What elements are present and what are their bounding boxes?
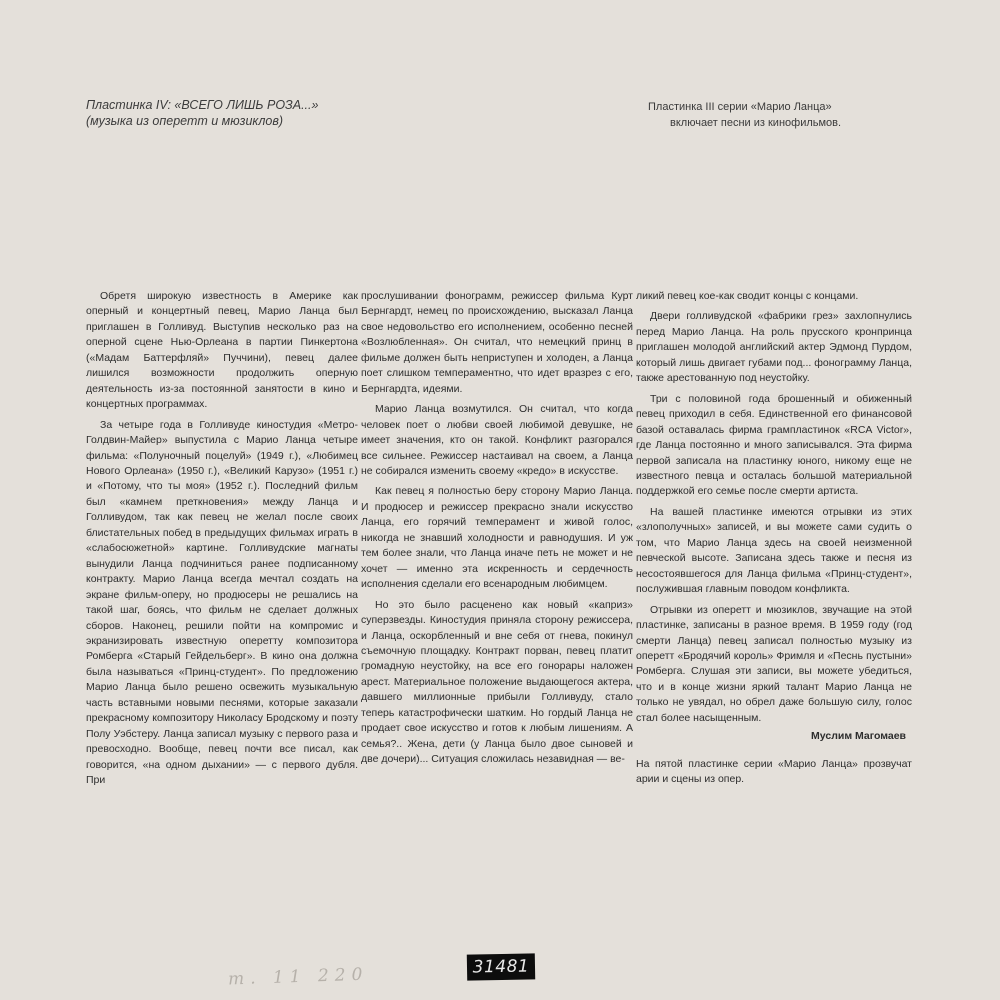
record-heading: [86, 97, 486, 129]
paragraph: Марио Ланца возмутился. Он считал, что когда человек поет о любви своей любимой девушке, не имеет значения, кто он такой. Конфликт разгорался все сильнее. Режиссер настаивал на своем, а Ланца не собирался изменить своему «кредо» в искусстве.: [361, 403, 633, 477]
text-column-2: [361, 289, 633, 773]
paragraph: Двери голливудской «фабрики грез» захлопнулись перед Марио Ланца. На роль прусского кронпринца приглашен молодой английский актер Эдмонд Пурдом, который лишь двигает губами под... фонограмму Ланца, также арестованную под неустойку.: [636, 310, 912, 385]
text-column-3: [636, 289, 912, 793]
text-column-1: [86, 289, 358, 794]
record-title: Пластинка IV: «ВСЕГО ЛИШЬ РОЗА...»: [86, 98, 319, 112]
paragraph: ликий певец кое-как сводит концы с концами.: [636, 290, 859, 302]
paragraph: Обретя широкую известность в Америке как оперный и концертный певец, Марио Ланца был приглашен в Голливуд. Выступив несколько раз на оперной сцене Нью-Орлеана в партии Пинкертона («Мадам Баттерфляй» Пуччини), певец далее лишился возможности продолжить оперную деятельность из-за постоянной занятости в кино и концертных программах.: [86, 290, 358, 411]
series-note: [648, 99, 948, 131]
series-note-line-2: включает песни из кинофильмов.: [670, 117, 842, 129]
paragraph: Три с половиной года брошенный и обиженный певец приходил в себя. Единственной его финансовой базой оставалась фирма грампластинок «RCA Victor», где Ланца постоянно и много записывался. Эта фирма первой записала на пластинку юного, никому еще не известного певца и осталась большой материальной поддержкой его семье после смерти артиста.: [636, 392, 912, 498]
author-signature: Муслим Магомаев: [811, 730, 906, 743]
inventory-stamp: 31481: [467, 953, 535, 980]
series-footer-note: На пятой пластинке серии «Марио Ланца» прозвучат арии и сцены из опер.: [636, 757, 912, 786]
paragraph: Но это было расценено как новый «каприз» суперзвезды. Киностудия приняла сторону режиссера, и Ланца, оскорбленный и вне себя от гнева, покинул съемочную площадку. Контракт порван, певец платит громадную неустойку, на все его гонорары наложен арест. Материальное положение выдающегося актера, давшего миллионные прибыли Голливуду, стало теперь катастрофически шатким. Но гордый Ланца не продает свое искусство и готов к любым лишениям. А семья?.. Жена, дети (у Ланца было двое сыновей и две дочери)... Ситуация сложилась незавидная — ве-: [361, 598, 633, 766]
pencil-inventory-note: т. 11 220: [227, 964, 369, 990]
paragraph: прослушивании фонограмм, режиссер фильма Курт Бернгардт, немец по происхождению, высказал Ланца свое недовольство его исполнением, особенно песней «Возлюбленная». Он считал, что немецкий принц в фильме должен быть неприступен и холоден, а Ланца поет слишком темпераментно, что идет вразрез с его, Бернгардта, идеями.: [361, 290, 633, 395]
paragraph: Отрывки из оперетт и мюзиклов, звучащие на этой пластинке, записаны в разное время. В 1959 году (год смерти Ланца) певец записал полностью музыку из оперетт «Бродячий король» Фримля и «Песнь пустыни» Ромберга. Слушая эти записи, вы можете убедиться, что и в конце жизни яркий талант Марио Ланца не только не увядал, но обрел даже большую силу, голос стал более насыщенным.: [636, 603, 912, 724]
record-subtitle: (музыка из оперетт и мюзиклов): [86, 114, 284, 128]
paragraph: За четыре года в Голливуде киностудия «Метро-Голдвин-Майер» выпустила с Марио Ланца четыре фильма: «Полуночный поцелуй» (1949 г.), «Любимец Нового Орлеана» (1950 г.), «Великий Карузо» (1951 г.) и «Потому, что ты моя» (1952 г.). Последний фильм был «камнем преткновения» между Ланца и Голливудом, так как певец не желал после своих блистательных побед в предыдущих фильмах играть в «слабосюжетной» картине. Голливудские магнаты вынудили Ланца подчиниться ранее подписанному контракту. Марио Ланца всегда мечтал создать на экране фильм-оперу, но продюсеры не решались на такой шаг, боясь, что фильм не сделает должных сборов. Наконец, решили пойти на компромис и экранизировать известную оперетту композитора Ромберга «Старый Гейдельберг». В кино она должна была называться «Принц-студент». По предложению Марио Ланца было решено освежить музыкальную часть вставными новыми песнями, которые заказали прекрасному композитору Николасу Бродскому и поэту Полу Уэбстеру. Ланца записал музыку с первого раза и превосходно. Вообще, певец почти все писал, как говорится, «на одном дыхании» — с первого дубля. При: [86, 418, 358, 787]
paragraph: Как певец я полностью беру сторону Марио Ланца. И продюсер и режиссер прекрасно знали искусство Ланца, его горячий темперамент и живой голос, никогда не знавший холодности и равнодушия. И уж тем более знали, что Ланца иначе петь не может и не хочет — именно эта искренность и сердечность исполнения сделали его всенародным любимцем.: [361, 485, 633, 591]
paragraph: На вашей пластинке имеются отрывки из этих «злополучных» записей, и вы можете сами судить о том, что Марио Ланца здесь на своей неизменной певческой высоте. Записана здесь также и песня из несостоявшегося для Ланца фильма «Принц-студент», послужившая главным поводом конфликта.: [636, 505, 912, 596]
series-note-line-1: Пластинка III серии «Марио Ланца»: [648, 101, 832, 113]
